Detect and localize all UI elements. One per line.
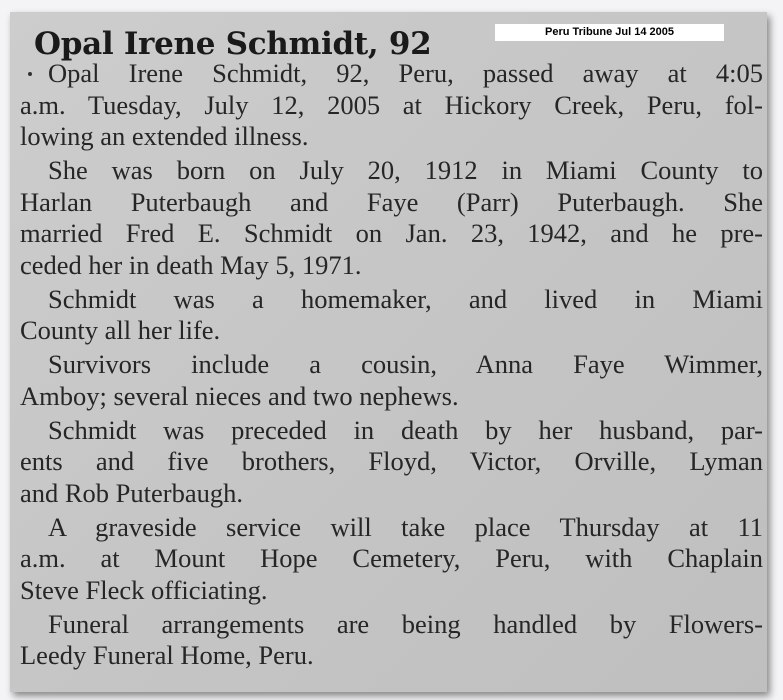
text-line: She was born on July 20, 1912 in Miami County to — [48, 155, 763, 185]
text-line: married Fred E. Schmidt on Jan. 23, 1942, and he pre- — [20, 218, 763, 248]
newspaper-clipping — [10, 12, 767, 692]
text-line: a.m. Tuesday, July 12, 2005 at Hickory Creek, Peru, fol- — [20, 89, 763, 120]
text-line: A graveside service will take place Thursday at 11 — [48, 511, 763, 542]
text-line: Steve Fleck officiating. — [20, 574, 268, 605]
paragraph-survivors — [20, 349, 763, 412]
paragraph-homemaker — [20, 284, 763, 347]
paragraph-preceded-in-death — [20, 415, 763, 510]
text-line: a.m. at Mount Hope Cemetery, Peru, with Chaplain — [20, 543, 763, 573]
obituary-body — [20, 58, 763, 674]
paragraph-birth-marriage — [20, 155, 763, 281]
text-line: Survivors include a cousin, Anna Faye Wimmer, — [48, 349, 763, 379]
text-line: ceded her in death May 5, 1971. — [20, 249, 362, 280]
text-line: ents and five brothers, Floyd, Victor, Orville, Lyman — [20, 446, 763, 476]
paragraph-graveside-service — [20, 512, 763, 607]
text-line: lowing an extended illness. — [20, 121, 309, 151]
text-line: Leedy Funeral Home, Peru. — [20, 640, 314, 670]
text-line: County all her life. — [20, 315, 221, 345]
paragraph-funeral-arrangements — [20, 609, 763, 672]
source-label: Peru Tribune Jul 14 2005 — [495, 24, 724, 41]
text-line: Amboy; several nieces and two nephews. — [20, 380, 459, 411]
paragraph-death-notice — [20, 58, 763, 153]
text-line: Schmidt was a homemaker, and lived in Miami — [48, 283, 763, 314]
text-line: Schmidt was preceded in death by her husband, par- — [48, 414, 763, 445]
text-line: Opal Irene Schmidt, 92, Peru, passed away at 4:05 — [48, 58, 763, 88]
obituary-headline: Opal Irene Schmidt, 92 — [34, 26, 432, 62]
text-line: Harlan Puterbaugh and Faye (Parr) Puterbaugh. She — [20, 186, 763, 217]
text-line: and Rob Puterbaugh. — [20, 477, 244, 508]
text-line: Funeral arrangements are being handled by Flowers- — [48, 608, 763, 639]
